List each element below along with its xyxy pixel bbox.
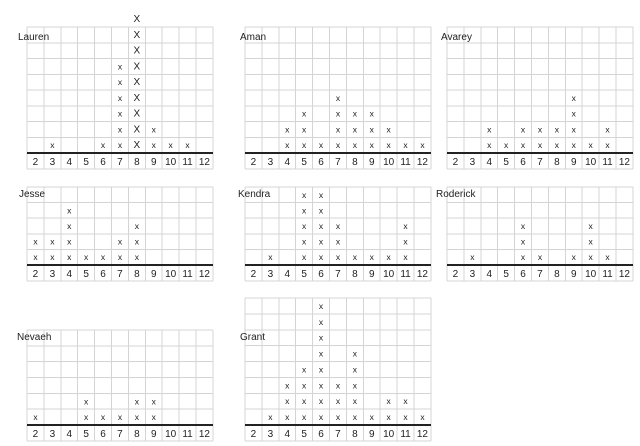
x-tick-label: 8	[352, 269, 358, 280]
x-tick-label: 7	[537, 157, 543, 168]
dot-mark: x	[520, 124, 526, 135]
dot-mark: x	[302, 364, 307, 375]
x-tick-label: 3	[267, 429, 274, 440]
dot-mark: x	[588, 236, 593, 247]
x-tick-label: 10	[383, 429, 395, 440]
dot-mark: x	[285, 140, 290, 151]
dot-mark: x	[403, 412, 408, 423]
plot-title: Nevaeh	[17, 332, 52, 343]
dot-plot-aman	[240, 27, 431, 169]
x-tick-label: 11	[182, 157, 193, 168]
dot-mark: X	[133, 77, 141, 89]
dot-plot-jesse	[19, 187, 213, 281]
x-tick-label: 9	[150, 269, 157, 280]
dot-mark: x	[151, 396, 156, 407]
x-tick-label: 5	[83, 429, 89, 440]
x-tick-label: 8	[134, 269, 140, 280]
dot-mark: x	[386, 396, 391, 407]
dot-mark: x	[369, 108, 374, 119]
dot-mark: x	[285, 412, 290, 423]
dot-mark: x	[117, 140, 123, 151]
dot-mark: x	[50, 252, 55, 263]
x-tick-label: 10	[165, 269, 177, 280]
dot-mark: x	[571, 108, 576, 119]
dot-mark: x	[134, 221, 139, 231]
dot-mark: x	[117, 61, 123, 72]
x-tick-label: 12	[198, 429, 211, 440]
dot-mark: x	[335, 412, 341, 423]
x-tick-label: 9	[150, 429, 157, 440]
dot-mark: x	[50, 236, 55, 247]
dot-mark: x	[386, 140, 391, 151]
dot-mark: x	[117, 252, 123, 263]
x-tick-label: 8	[352, 429, 358, 440]
dot-mark: x	[318, 364, 324, 375]
dot-mark: X	[133, 92, 141, 104]
dot-mark: x	[369, 124, 374, 135]
x-tick-label: 4	[66, 157, 73, 168]
dot-mark: x	[318, 380, 324, 391]
dot-mark: X	[133, 61, 141, 73]
dot-mark: x	[302, 124, 307, 135]
dot-mark: x	[403, 396, 408, 407]
dot-mark: x	[318, 252, 324, 263]
dot-mark: x	[134, 396, 139, 407]
dot-mark: x	[335, 124, 341, 135]
dot-mark: x	[420, 412, 425, 423]
x-tick-label: 8	[352, 157, 358, 168]
dot-mark: x	[369, 412, 374, 423]
x-tick-label: 4	[66, 429, 73, 440]
x-tick-label: 9	[570, 157, 577, 168]
dot-mark: x	[134, 236, 139, 247]
dot-plot-roderick	[436, 187, 633, 281]
x-tick-label: 2	[32, 429, 39, 440]
dot-mark: x	[33, 236, 38, 247]
dot-mark: x	[117, 236, 123, 247]
x-tick-label: 9	[150, 157, 157, 168]
x-tick-label: 2	[32, 269, 39, 280]
dot-mark: x	[352, 252, 357, 263]
plot-title: Lauren	[18, 32, 50, 43]
x-tick-label: 6	[520, 269, 526, 280]
dot-plot-kendra	[238, 187, 431, 281]
dot-mark: x	[352, 364, 357, 375]
dot-mark: X	[133, 29, 141, 41]
plot-title: Grant	[240, 332, 266, 343]
x-tick-label: 4	[284, 429, 291, 440]
dot-mark: x	[520, 252, 526, 263]
dot-mark: x	[33, 412, 38, 423]
dot-mark: x	[33, 252, 38, 263]
x-tick-label: 10	[585, 269, 597, 280]
x-tick-label: 12	[416, 429, 429, 440]
x-tick-label: 6	[318, 269, 324, 280]
x-tick-label: 12	[618, 269, 631, 280]
dot-mark: x	[151, 124, 156, 135]
x-tick-label: 3	[469, 157, 476, 168]
x-tick-label: 9	[368, 429, 375, 440]
dot-mark: x	[554, 140, 559, 151]
x-tick-label: 11	[182, 429, 193, 440]
dot-mark: X	[133, 140, 141, 152]
x-tick-label: 11	[602, 157, 613, 168]
dot-plot-avarey	[441, 27, 633, 169]
dot-mark: x	[100, 252, 106, 263]
dot-mark: x	[605, 124, 610, 135]
dot-mark: x	[335, 221, 341, 231]
x-tick-label: 11	[400, 157, 411, 168]
x-tick-label: 4	[486, 157, 493, 168]
dot-mark: x	[335, 108, 341, 119]
dot-mark: x	[605, 140, 610, 151]
dot-mark: x	[520, 221, 526, 231]
dot-plot-nevaeh	[17, 330, 213, 441]
dot-mark: x	[302, 412, 307, 423]
x-tick-label: 9	[368, 157, 375, 168]
dot-mark: x	[554, 124, 559, 135]
dot-mark: x	[318, 189, 324, 200]
dot-mark: x	[318, 396, 324, 407]
dot-mark: x	[84, 252, 89, 263]
x-tick-label: 9	[368, 269, 375, 280]
x-tick-label: 11	[400, 269, 411, 280]
x-tick-label: 4	[66, 269, 73, 280]
dot-mark: x	[588, 140, 593, 151]
x-tick-label: 7	[537, 269, 543, 280]
dot-mark: x	[352, 124, 357, 135]
dot-mark: x	[487, 124, 492, 135]
x-tick-label: 10	[165, 157, 177, 168]
dot-mark: X	[133, 108, 141, 120]
dot-mark: x	[352, 108, 357, 119]
dot-mark: x	[352, 348, 357, 359]
dot-mark: x	[117, 412, 123, 423]
dot-mark: x	[285, 396, 290, 407]
x-tick-label: 7	[335, 269, 341, 280]
x-tick-label: 5	[301, 157, 307, 168]
x-tick-label: 8	[134, 157, 140, 168]
x-tick-label: 7	[335, 429, 341, 440]
dot-mark: x	[50, 140, 55, 151]
dot-mark: x	[403, 252, 408, 263]
dot-mark: x	[352, 412, 357, 423]
x-tick-label: 6	[100, 429, 106, 440]
x-tick-label: 12	[416, 269, 429, 280]
dot-mark: x	[318, 412, 324, 423]
dot-mark: x	[134, 412, 139, 423]
dot-mark: x	[335, 236, 341, 247]
x-tick-label: 6	[318, 157, 324, 168]
x-tick-label: 7	[117, 157, 123, 168]
x-tick-label: 3	[267, 269, 274, 280]
x-tick-label: 8	[554, 157, 560, 168]
x-tick-label: 4	[284, 269, 291, 280]
dot-mark: x	[588, 252, 593, 263]
dot-mark: x	[151, 140, 156, 151]
dot-mark: x	[369, 140, 374, 151]
dot-mark: x	[520, 236, 526, 247]
dot-mark: X	[133, 14, 141, 26]
dot-mark: x	[285, 124, 290, 135]
dot-mark: x	[352, 380, 357, 391]
dot-mark: x	[67, 236, 72, 247]
dot-mark: x	[318, 221, 324, 231]
dot-mark: x	[571, 124, 576, 135]
x-tick-label: 9	[570, 269, 577, 280]
dot-mark: x	[100, 140, 106, 151]
plot-title: Kendra	[238, 189, 271, 200]
dot-mark: x	[302, 252, 307, 263]
dot-mark: X	[133, 124, 141, 136]
dot-mark: x	[318, 140, 324, 151]
dot-mark: x	[537, 140, 543, 151]
dot-mark: x	[302, 396, 307, 407]
x-tick-label: 5	[83, 157, 89, 168]
dot-mark: x	[403, 221, 408, 231]
x-tick-label: 4	[486, 269, 493, 280]
dot-mark: x	[84, 396, 89, 407]
dot-mark: x	[117, 108, 123, 119]
x-tick-label: 6	[520, 157, 526, 168]
x-tick-label: 7	[117, 429, 123, 440]
x-tick-label: 2	[250, 429, 257, 440]
dot-mark: x	[302, 236, 307, 247]
dot-mark: x	[168, 140, 173, 151]
dot-mark: x	[420, 140, 425, 151]
dot-mark: x	[588, 221, 593, 231]
x-tick-label: 3	[49, 269, 56, 280]
dot-mark: x	[302, 189, 307, 200]
plot-title: Jesse	[19, 189, 46, 200]
dot-mark: x	[117, 124, 123, 135]
x-tick-label: 5	[83, 269, 89, 280]
dot-mark: x	[117, 77, 123, 88]
dot-mark: x	[318, 332, 324, 343]
dot-mark: x	[335, 140, 341, 151]
dot-mark: x	[318, 236, 324, 247]
x-tick-label: 8	[134, 429, 140, 440]
x-tick-label: 3	[267, 157, 274, 168]
x-tick-label: 4	[284, 157, 291, 168]
dot-mark: x	[302, 221, 307, 231]
dot-mark: x	[504, 140, 509, 151]
dot-mark: x	[285, 380, 290, 391]
x-tick-label: 2	[452, 269, 459, 280]
dot-mark: x	[335, 396, 341, 407]
dot-mark: x	[318, 300, 324, 311]
x-tick-label: 3	[49, 157, 56, 168]
dot-mark: x	[134, 252, 139, 263]
dot-mark: x	[605, 252, 610, 263]
x-tick-label: 6	[100, 269, 106, 280]
dot-mark: x	[151, 412, 156, 423]
dot-plot-grant	[240, 298, 431, 441]
dot-mark: x	[302, 140, 307, 151]
x-tick-label: 8	[554, 269, 560, 280]
plot-title: Avarey	[441, 32, 472, 43]
dot-mark: x	[386, 252, 391, 263]
x-tick-label: 12	[198, 269, 211, 280]
dot-mark: X	[133, 45, 141, 57]
dot-mark: x	[386, 124, 391, 135]
dot-mark: x	[537, 252, 543, 263]
x-tick-label: 10	[383, 269, 395, 280]
x-tick-label: 5	[301, 429, 307, 440]
dot-mark: x	[84, 412, 89, 423]
plot-title: Roderick	[436, 189, 476, 200]
plot-title: Aman	[240, 32, 267, 43]
dot-mark: x	[302, 205, 307, 216]
x-tick-label: 11	[602, 269, 613, 280]
x-tick-label: 7	[117, 269, 123, 280]
dot-mark: x	[335, 252, 341, 263]
x-tick-label: 2	[250, 157, 257, 168]
x-tick-label: 5	[503, 269, 509, 280]
dot-mark: x	[571, 140, 576, 151]
x-tick-label: 6	[100, 157, 106, 168]
x-tick-label: 7	[335, 157, 341, 168]
dot-mark: x	[403, 236, 408, 247]
x-tick-label: 2	[32, 157, 39, 168]
dot-mark: x	[335, 380, 341, 391]
dot-mark: x	[67, 205, 72, 216]
dot-mark: x	[117, 92, 123, 103]
x-tick-label: 11	[182, 269, 193, 280]
dot-mark: x	[537, 124, 543, 135]
x-tick-label: 10	[165, 429, 177, 440]
dot-mark: x	[571, 92, 576, 103]
dot-mark: x	[352, 140, 357, 151]
dot-mark: x	[185, 140, 190, 151]
dot-plot-lauren	[18, 14, 213, 169]
dot-mark: x	[520, 140, 526, 151]
dot-mark: x	[268, 252, 273, 263]
dot-mark: x	[268, 412, 273, 423]
dot-mark: x	[302, 108, 307, 119]
x-tick-label: 11	[400, 429, 411, 440]
dot-mark: x	[318, 316, 324, 327]
dot-mark: x	[67, 221, 72, 231]
x-tick-label: 3	[469, 269, 476, 280]
dot-mark: x	[403, 140, 408, 151]
dot-mark: x	[335, 92, 341, 103]
x-tick-label: 2	[452, 157, 459, 168]
dot-mark: x	[67, 252, 72, 263]
dot-mark: x	[302, 380, 307, 391]
dot-mark: x	[487, 140, 492, 151]
x-tick-label: 3	[49, 429, 56, 440]
dot-mark: x	[100, 412, 106, 423]
dot-mark: x	[318, 205, 324, 216]
x-tick-label: 2	[250, 269, 257, 280]
x-tick-label: 6	[318, 429, 324, 440]
x-tick-label: 5	[301, 269, 307, 280]
dot-mark: x	[352, 396, 357, 407]
dot-mark: x	[386, 412, 391, 423]
dot-mark: x	[470, 252, 475, 263]
x-tick-label: 12	[618, 157, 631, 168]
x-tick-label: 10	[585, 157, 597, 168]
x-tick-label: 12	[416, 157, 429, 168]
x-tick-label: 12	[198, 157, 211, 168]
dot-mark: x	[369, 252, 374, 263]
dot-mark: x	[571, 252, 576, 263]
x-tick-label: 10	[383, 157, 395, 168]
dot-mark: x	[318, 348, 324, 359]
x-tick-label: 5	[503, 157, 509, 168]
